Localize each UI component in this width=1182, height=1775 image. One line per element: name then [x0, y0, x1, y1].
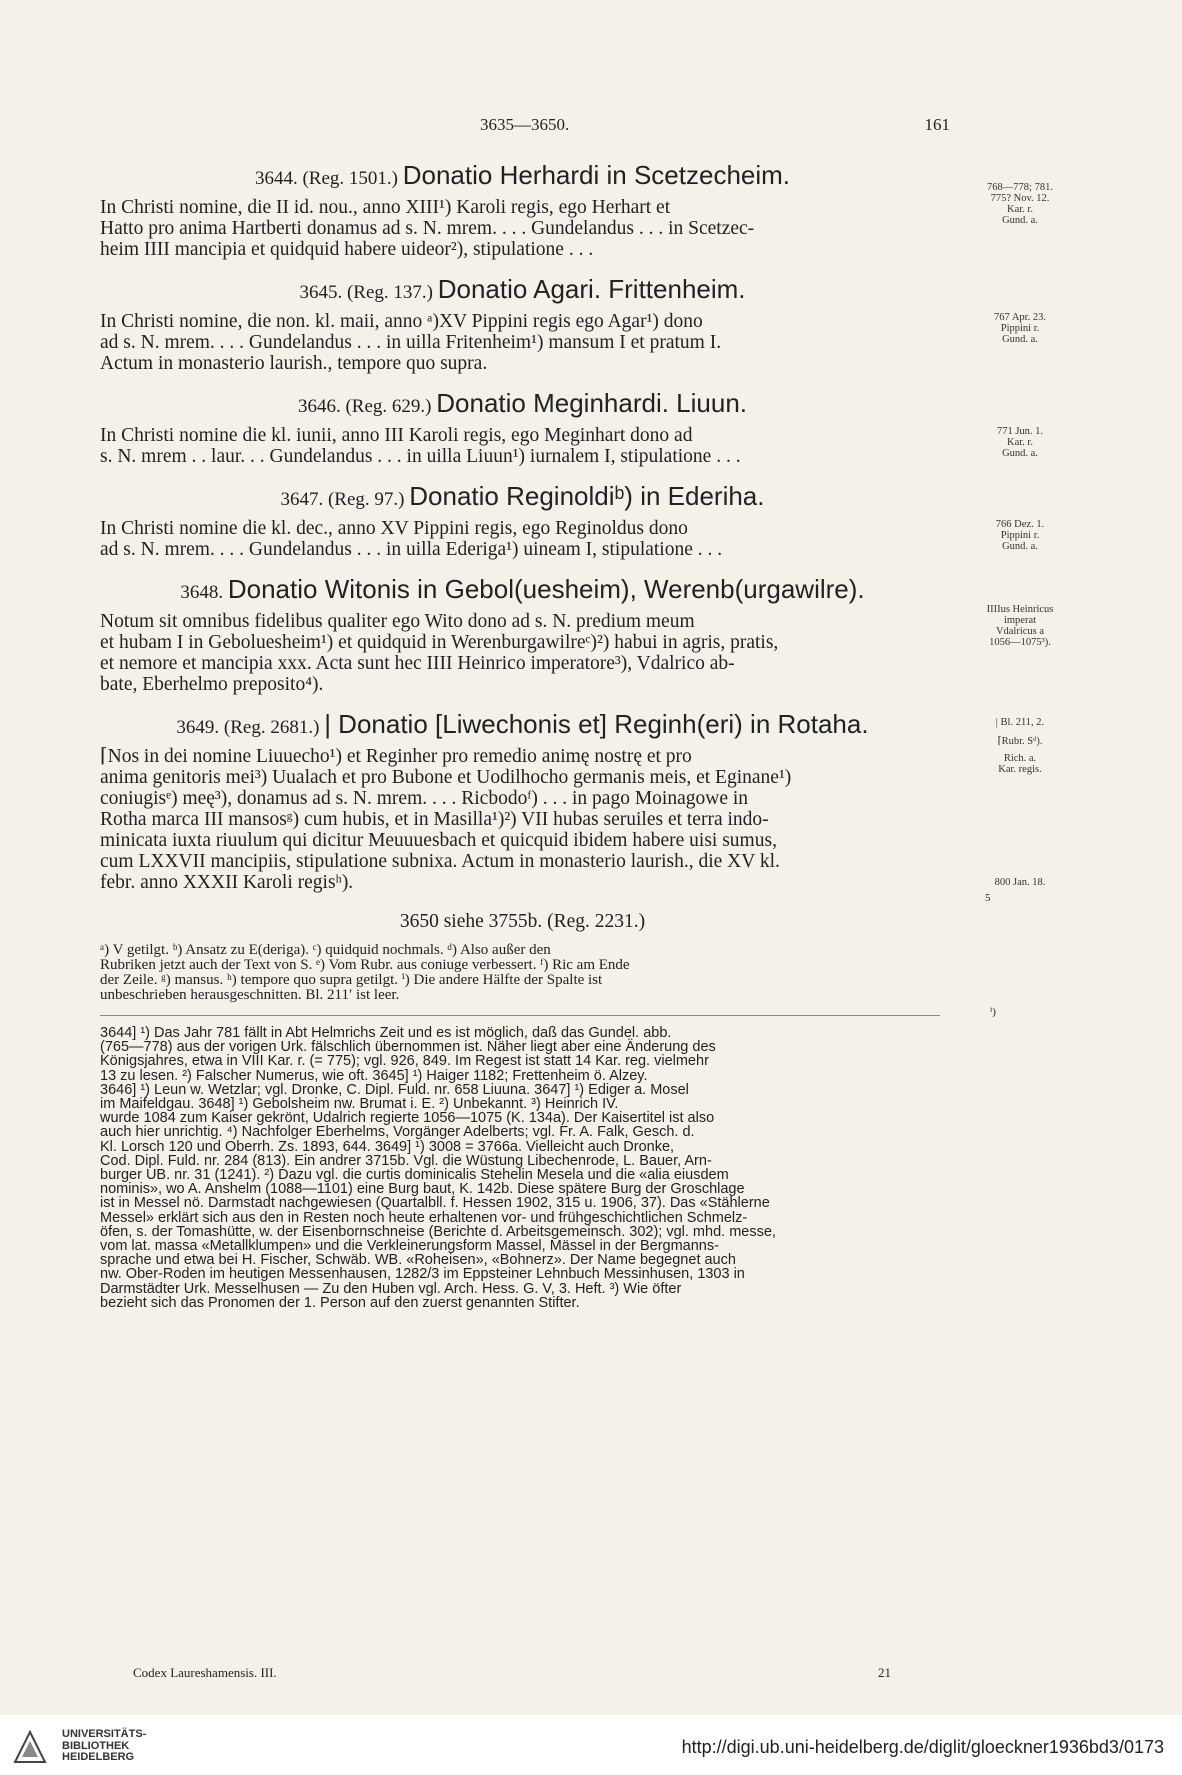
margin-note: 767 Apr. 23. Pippini r. Gund. a. — [994, 312, 1046, 345]
line-number: 5 — [985, 892, 991, 904]
margin-note: | Bl. 211, 2. ⌈Rubr. Sᵈ). Rich. a. Kar. regis. — [995, 717, 1045, 775]
entry-title: 3646. (Reg. 629.) Donatio Meginhardi. Liuun. — [297, 388, 748, 418]
margin-note: 766 Dez. 1. Pippini r. Gund. a. — [995, 519, 1045, 552]
commentary-notes: 3644] ¹) Das Jahr 781 fällt in Abt Helmrichs Zeit und es ist möglich, daß das Gundel. abb. (765—778) aus der vorigen Urk. fälschlich übernommen ist. Näher liegt aber eine Änderung des Königsjahres, etwa in VIII Kar. r. (= 775); vgl. 926, 849. Im Regest ist statt 14 Kar. reg. vielmehr 13 zu lesen. ²) Falscher Numerus, wie oft. 3645] ¹) Haiger 1182; Frettenheim ö. Alzey. 3646] ¹) Leun w. Wetzlar; vgl. Dronke, C. Dipl. Fuld. nr. 658 Liuuna. 3647] ¹) Ediger a. Mosel im Maifeldgau. 3648] ¹) Gebolsheim nw. Brumat i. E. ²) Unbekannt. ³) Heinrich IV. wurde 1084 zum Kaiser gekrönt, Udalrich regierte 1056—1075 (K. 134a). Der Kaisertitel ist also auch hier unrichtig. ⁴) Nachfolger Eberhelms, Vorgänger Adelberts; vgl. Fr. A. Falk, Gesch. d. Kl. Lorsch 120 und Oberrh. Zs. 1893, 644. 3649] ¹) 3008 = 3766a. Vielleicht auch Dronke, Cod. Dipl. Fuld. nr. 284 (813). Ein andrer 3715b. Vgl. die Wüstung Libechenrode, L. Bauer, Arn- burger UB. nr. 31 (1241). ²) Dazu vgl. die curtis dominicalis Stehelin Mesela und die «alia eiusdem nominis», wo A. Anshelm (1088—1101) eine Burg baut, K. 142b. Diese spätere Burg der Groschlage ist in Messel nö. Darmstadt nachgewiesen (Quartalbll. f. Hessen 1902, 315 u. 1906, 37). Das «Stählerne Messel» erklärt sich aus den in Resten noch heute erhaltenen vor- und frühgeschichtlichen Schmelz- öfen, s. der Tomashütte, w. der Eisenbornschneise (Berichte d. Arbeitsgemeinsch. 302); vgl. mhd. messe, vom lat. massa «Metallklumpen» und die Verkleinerungsform Massel, Mässel in der Bergmanns- sprache und etwa bei H. Fischer, Schwäb. WB. «Roheisen», «Bohnerz». Der Name begegnet auch nw. Ober-Roden im heutigen Messenhausen, 1282/3 im Eppsteiner Lehnbuch Messinhusen, 1303 in Darmstädter Urk. Messelhusen — Zu den Huben vgl. Arch. Hess. G. V, 3. Heft. ³) Wie öfter bezieht sich das Pronomen der 1. Person auf den zuerst genannten Stifter. — [100, 1025, 776, 1311]
entry-3649 — [100, 709, 1046, 893]
viewer-bar — [0, 1715, 1182, 1775]
page-number: 161 — [924, 115, 950, 134]
signature-mark: 21 — [878, 1665, 891, 1680]
entry-3647 — [100, 481, 1045, 560]
page-footer — [133, 1665, 913, 1681]
divider — [100, 1015, 940, 1016]
critical-apparatus: ᵃ) V getilgt. ᵇ) Ansatz zu E(deriga). ᶜ) quidquid nochmals. ᵈ) Also außer den Rubriken jetzt auch der Text von S. ᵉ) Vom Rubr. aus coniuge verbessert. ᶠ) Ric am Ende der Zeile. ᵍ) mansus. ʰ) tempore quo supra getilgt. ⁱ) Die andere Hälfte der Spalte ist unbeschrieben herausgeschnitten. Bl. 211′ ist leer. — [100, 942, 630, 1003]
margin-note: 768—778; 781. 775? Nov. 12. Kar. r. Gund. a. — [987, 182, 1053, 226]
entry-3644 — [100, 160, 1053, 260]
note-marker: ⁱ) — [990, 1006, 996, 1018]
library-name: UNIVERSITÄTS- BIBLIOTHEK HEIDELBERG — [62, 1728, 147, 1763]
entry-text: Notum sit omnibus fidelibus qualiter ego Wito dono ad s. N. predium meum et hubam I in Geboluesheim¹) et quidquid in Werenburgawilreᶜ)²) habui in agris, pratis, et nemore et mancipia xxx. Acta sunt hec IIII Heinrico imperatore³), Vdalrico ab- bate, Eberhelmo preposito⁴). — [100, 611, 779, 695]
entry-3645 — [100, 274, 1046, 374]
entry-text: ⌈Nos in dei nomine Liuuecho¹) et Reginher pro remedio animę nostrę et pro anima genitoris mei³) Uualach et pro Bubone et Uodilhocho germanis meis, et Eginane¹) coniugisᵉ) meę³), donamus ad s. N. mrem. . . . Ricbodoᶠ) . . . in pago Moinagowe in Rotha marca III mansosᵍ) cum hubis, et in Masilla¹)²) VII hubas seruiles et terra indo- minicata iuxta riuulum qui dicitur Meuuuesbach et quicquid ibidem habere uisi sumus, cum LXXVII mancipiis, stipulatione subnixa. Actum in monasterio laurish., die XV kl. febr. anno XXXII Karoli regisʰ). — [100, 746, 792, 893]
header-range: 3635—3650. — [480, 115, 570, 134]
page-url-link[interactable]: http://digi.ub.uni-heidelberg.de/diglit/gloeckner1936bd3/0173 — [681, 1737, 1164, 1757]
entry-title: 3649. (Reg. 2681.) | Donatio [Liwechonis et] Reginh(eri) in Rotaha. — [176, 709, 869, 739]
entry-title: 3647. (Reg. 97.) Donatio Reginoldiᵇ) in Ederiha. — [280, 481, 765, 511]
entry-title: 3644. (Reg. 1501.) Donatio Herhardi in Scetzecheim. — [254, 160, 791, 190]
entry-text: In Christi nomine die kl. iunii, anno III Karoli regis, ego Meginhart dono ad s. N. mrem . . laur. . . Gundelandus . . . in uilla Liuun¹) iurnalem I, stipulatione . . . — [100, 425, 741, 467]
entry-text: In Christi nomine, die II id. nou., anno XIII¹) Karoli regis, ego Herhart et Hatto pro anima Hartberti donamus ad s. N. mrem. . . . Gundelandus . . . in Scetzec- heim IIII mancipia et quidquid habere uideor²), stipulatione . . . — [100, 197, 755, 260]
cross-reference-3650: 3650 siehe 3755b. (Reg. 2231.) — [399, 911, 646, 932]
entry-text: In Christi nomine die kl. dec., anno XV Pippini regis, ego Reginoldus dono ad s. N. mrem. . . . Gundelandus . . . in uilla Ederiga¹) uineam I, stipulatione . . . — [100, 518, 723, 560]
margin-note: IIIIus Heinricus imperat Vdalricus a 1056—1075³). — [986, 604, 1054, 648]
entry-3648 — [100, 574, 1054, 695]
margin-date: 800 Jan. 18. — [994, 877, 1046, 888]
book-title: Codex Laureshamensis. III. — [133, 1665, 277, 1680]
margin-note: 771 Jun. 1. Kar. r. Gund. a. — [996, 426, 1044, 459]
library-logo-icon — [12, 1729, 48, 1765]
entry-title: 3648. Donatio Witonis in Gebol(uesheim), Werenb(urgawilre). — [180, 574, 865, 604]
main-text — [100, 160, 1054, 1311]
entry-title: 3645. (Reg. 137.) Donatio Agari. Frittenheim. — [299, 274, 746, 304]
entry-3646 — [100, 388, 1044, 467]
entry-text: In Christi nomine, die non. kl. maii, anno ᵃ)XV Pippini regis ego Agar¹) dono ad s. N. mrem. . . . Gundelandus . . . in uilla Fritenheim¹) mansum I et pratum I. Actum in monasterio laurish., tempore quo supra. — [100, 311, 722, 374]
